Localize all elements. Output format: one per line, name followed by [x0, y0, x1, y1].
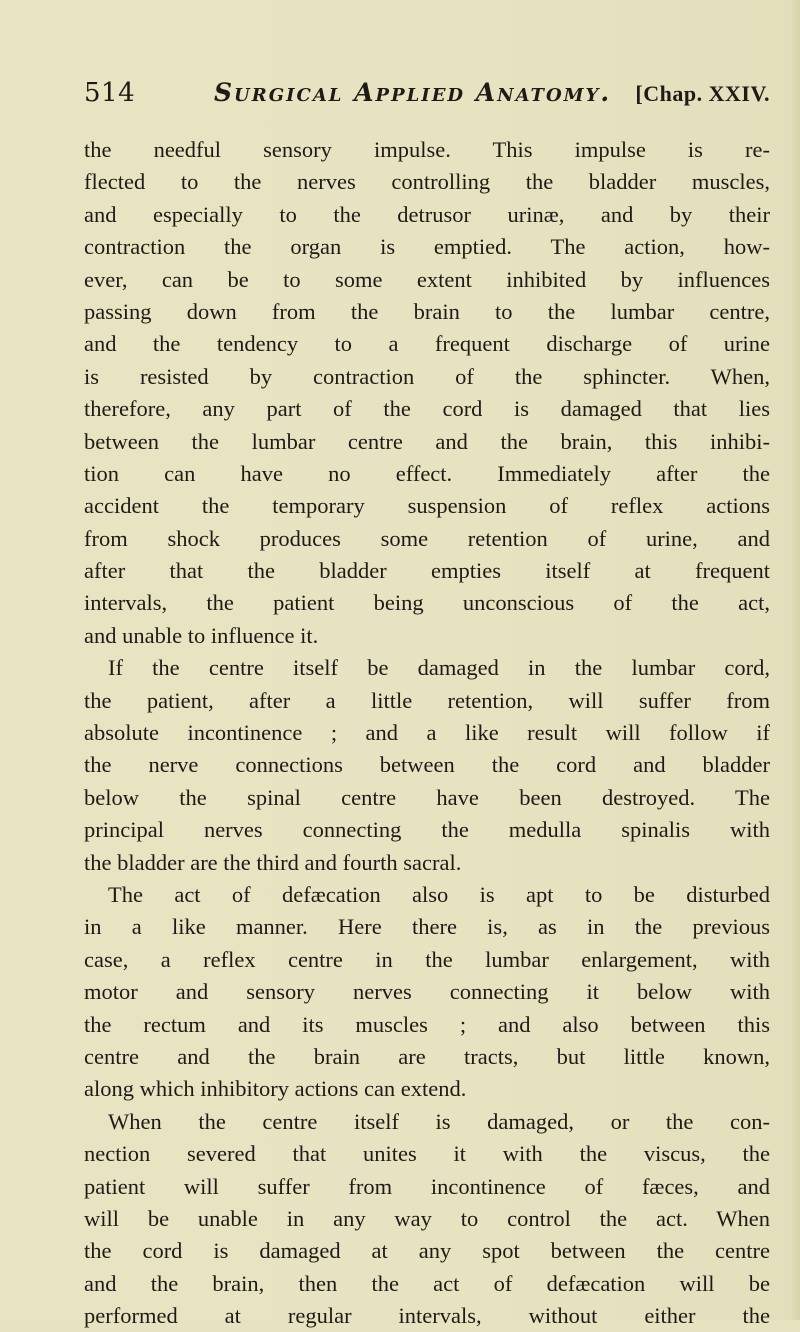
text-line: the rectum and its muscles ; and also between this: [84, 1011, 770, 1037]
text-line: the needful sensory impulse. This impulse is re-: [84, 137, 770, 162]
text-line: and the tendency to a frequent discharge of urine: [84, 331, 770, 357]
page-number: 514: [84, 78, 136, 108]
text-line: is resisted by contraction of the sphincter. When,: [84, 363, 770, 389]
text-line: principal nerves connecting the medulla spinalis with: [84, 817, 770, 843]
text-line: will be unable in any way to control the act. When: [84, 1205, 770, 1231]
text-line: ever, can be to some extent inhibited by influences: [84, 266, 770, 292]
text-line: absolute incontinence ; and a like result will follow if: [84, 720, 770, 746]
text-line: the nerve connections between the cord and bladder: [84, 752, 770, 778]
text-line: If the centre itself be damaged in the lumbar cord,: [108, 655, 770, 681]
text-line: between the lumbar centre and the brain, this inhibi-: [84, 428, 770, 454]
text-line: patient will suffer from incontinence of fæces, and: [84, 1173, 770, 1199]
running-header: [84, 78, 770, 112]
text-line: motor and sensory nerves connecting it below with: [84, 979, 770, 1005]
text-line: and the brain, then the act of defæcation will be: [84, 1270, 770, 1296]
text-line: nection severed that unites it with the viscus, the: [84, 1141, 770, 1167]
page-edge-shadow: [790, 0, 800, 1320]
text-line: tion can have no effect. Immediately after the: [84, 460, 770, 486]
text-line: the bladder are the third and fourth sacral.: [84, 849, 462, 875]
running-title: Surgical Applied Anatomy.: [214, 78, 612, 107]
text-line: intervals, the patient being unconscious of the act,: [84, 590, 770, 616]
text-line: and especially to the detrusor urinæ, and by their: [84, 201, 770, 227]
text-line: contraction the organ is emptied. The action, how-: [84, 234, 770, 260]
body-text: [84, 134, 770, 1332]
text-line: passing down from the brain to the lumbar centre,: [84, 298, 770, 324]
text-line: accident the temporary suspension of reflex actions: [84, 493, 770, 519]
text-line: below the spinal centre have been destroyed. The: [84, 784, 770, 810]
text-line: centre and the brain are tracts, but little known,: [84, 1043, 770, 1069]
text-line: case, a reflex centre in the lumbar enlargement, with: [84, 946, 770, 972]
chapter-label: [Chap. XXIV.: [635, 81, 770, 106]
text-line: from shock produces some retention of urine, and: [84, 525, 770, 551]
text-line: along which inhibitory actions can extend.: [84, 1076, 467, 1102]
text-line: the patient, after a little retention, will suffer from: [84, 687, 770, 713]
text-line: after that the bladder empties itself at frequent: [84, 558, 770, 584]
text-line: flected to the nerves controlling the bladder muscles,: [84, 169, 770, 195]
text-line: The act of defæcation also is apt to be disturbed: [108, 881, 770, 907]
text-line: and unable to influence it.: [84, 622, 319, 648]
text-line: When the centre itself is damaged, or the con-: [108, 1108, 770, 1134]
text-line: performed at regular intervals, without either the: [84, 1303, 770, 1329]
text-line: in a like manner. Here there is, as in the previous: [84, 914, 770, 940]
text-line: the cord is damaged at any spot between the centre: [84, 1238, 770, 1264]
text-line: therefore, any part of the cord is damaged that lies: [84, 396, 770, 422]
